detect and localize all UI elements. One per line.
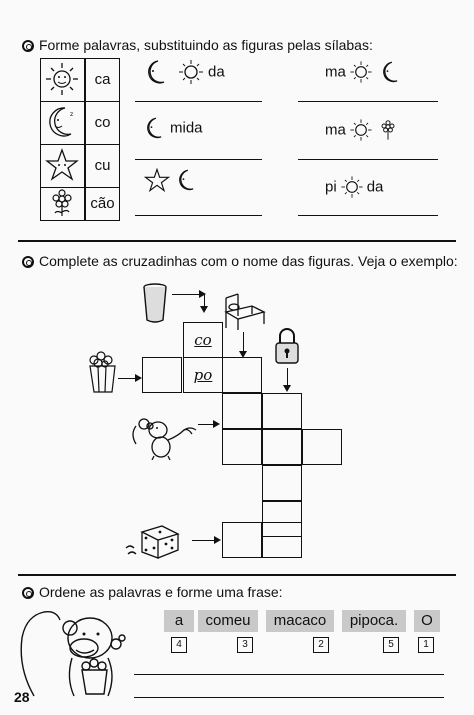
arrow [198, 424, 218, 425]
monkey-eating-popcorn-icon [12, 608, 130, 698]
puzzle-2-text: ma [325, 63, 346, 81]
word-box: O [414, 610, 440, 632]
word-box: pipoca. [342, 610, 406, 632]
key-cell-moon [40, 101, 85, 145]
instruction-2-text: Complete as cruzadinhas com o nome das figuras. Veja o exemplo: [39, 253, 458, 269]
puzzle-6-post: da [366, 178, 384, 196]
star-icon [41, 145, 83, 185]
arrow [192, 540, 219, 541]
padlock-icon [273, 326, 301, 366]
sun-icon [337, 173, 367, 201]
crossword-cell[interactable] [262, 522, 302, 558]
puzzle-3 [140, 114, 203, 144]
instruction-1-text: Forme palavras, substituindo as figuras pelas sílabas: [39, 37, 373, 53]
arrow [172, 294, 204, 295]
moon-icon [172, 166, 202, 194]
puzzle-2 [325, 58, 406, 88]
puzzle-3-text: mida [170, 119, 203, 137]
bullet-icon [22, 40, 34, 52]
arrow [243, 332, 244, 356]
syllable-co: co [94, 114, 111, 131]
crossword-cell[interactable] [222, 393, 262, 429]
bullet-icon [22, 256, 34, 268]
crossword-cell[interactable] [222, 357, 262, 393]
word-box: comeu [198, 610, 258, 632]
monkey-icon [128, 414, 200, 460]
crossword-cell[interactable] [262, 429, 302, 465]
answer-line[interactable] [298, 215, 438, 216]
sun-icon [41, 59, 83, 99]
key-syllable-cell [85, 101, 120, 145]
puzzle-1 [140, 58, 225, 88]
bed-icon [222, 292, 268, 332]
answer-line[interactable] [135, 101, 262, 102]
crossword-cell[interactable] [302, 429, 342, 465]
answer-line[interactable] [134, 674, 444, 675]
crossword-cell[interactable] [222, 522, 262, 558]
instruction-3 [22, 584, 283, 600]
key-syllable-cell [85, 187, 120, 221]
moon-icon [41, 102, 83, 142]
popcorn-icon [84, 348, 120, 396]
sun-icon [174, 58, 208, 86]
crossword-cell[interactable] [262, 393, 302, 429]
flower-icon [41, 188, 83, 218]
moon-icon [376, 58, 406, 86]
answer-line[interactable] [134, 697, 444, 698]
sun-icon [346, 116, 376, 144]
answer-line[interactable] [298, 101, 438, 102]
puzzle-4 [325, 116, 400, 146]
bullet-icon [22, 587, 34, 599]
crossword-cell[interactable] [262, 465, 302, 501]
sun-icon [346, 58, 376, 86]
puzzle-5 [142, 166, 202, 196]
arrow [204, 294, 205, 311]
instruction-2 [22, 253, 458, 269]
crossword-cell[interactable] [222, 429, 262, 465]
crossword-cell[interactable] [183, 322, 223, 358]
answer-line[interactable] [135, 159, 262, 160]
key-cell-star [40, 144, 85, 188]
star-icon [142, 166, 172, 194]
answer-line[interactable] [135, 215, 262, 216]
key-syllable-cell [85, 144, 120, 188]
word-number-box[interactable]: 4 [171, 637, 187, 653]
example-syllable-co: co [194, 331, 212, 349]
answer-line[interactable] [298, 159, 438, 160]
section-divider [18, 240, 456, 242]
word-number-box[interactable]: 1 [418, 637, 434, 653]
word-number-box[interactable]: 2 [313, 637, 329, 653]
crossword-cell[interactable] [142, 357, 182, 393]
puzzle-6-pre: pi [325, 178, 337, 196]
word-box: macaco [266, 610, 334, 632]
word-box: a [164, 610, 194, 632]
key-syllable-cell [85, 58, 120, 102]
crossword-cell[interactable] [183, 357, 223, 393]
syllable-cao: cão [90, 195, 115, 212]
arrow [287, 368, 288, 390]
key-cell-flower [40, 187, 85, 221]
moon-icon [140, 114, 170, 142]
puzzle-4-text: ma [325, 121, 346, 139]
example-syllable-po: po [193, 366, 213, 384]
moon-icon [140, 58, 174, 86]
key-cell-sun [40, 58, 85, 102]
section-divider [18, 574, 456, 576]
dice-icon [124, 522, 184, 560]
puzzle-1-text: da [208, 63, 225, 81]
syllable-ca: ca [94, 71, 111, 88]
instruction-3-text: Ordene as palavras e forme uma frase: [39, 584, 283, 600]
glass-icon [140, 282, 170, 324]
svg-text:z: z [70, 111, 74, 118]
word-number-box[interactable]: 3 [237, 637, 253, 653]
syllable-cu: cu [94, 157, 111, 174]
word-number-box[interactable]: 5 [383, 637, 399, 653]
instruction-1 [22, 37, 373, 53]
arrow [118, 378, 140, 379]
page-number: 28 [14, 689, 30, 705]
puzzle-6 [325, 173, 383, 203]
flower-icon [376, 116, 400, 144]
